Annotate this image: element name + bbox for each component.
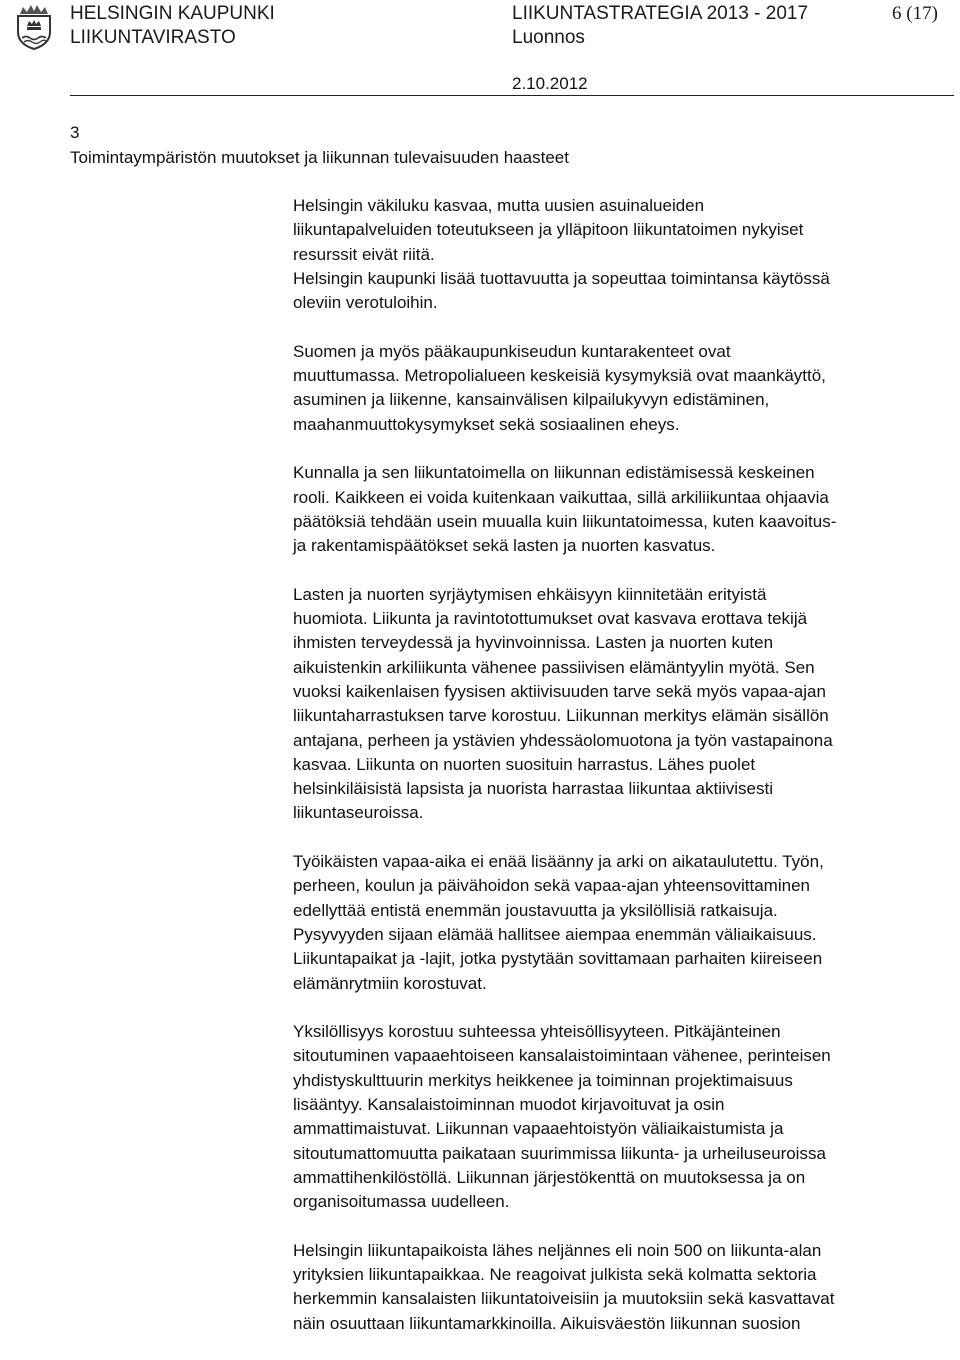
paragraph: Yksilöllisyys korostuu suhteessa yhteisöllisyyteen. Pitkäjänteinen sitoutuminen vapaaehtoiseen kansalaistoimintaan vähenee, perinteisen yhdistyskulttuurin merkitys heikkenee ja toiminnan projektimaisuus lisääntyy. Kansalaistoiminnan muodot kirjavoituvat ja osin ammattimaistuvat. Liikunnan vapaaehtoistyön väliaikaistumista ja sitoutumattomuutta paikataan suurimmissa liikunta- ja urheiluseuroissa ammattihenkilöstöllä. Liikunnan järjestökenttä on muutoksessa ja on organisoitumassa uudelleen. [293,1022,831,1212]
helsinki-coat-of-arms-icon [14,4,54,50]
header-page-number: 6 (17) [892,3,938,24]
paragraph: Työikäisten vapaa-aika ei enää lisäänny ja arki on aikataulutettu. Työn, perheen, koulun ja päivähoidon sekä vapaa-ajan yhteensovittaminen edellyttää entistä enemmän joustavuutta ja yksilöllisiä ratkaisuja. Pysyvyyden sijaan elämää hallitsee aiempaa enemmän väliaikaisuus. Liikuntapaikat ja -lajit, jotka pystytään sovittamaan parhaiten kiireiseen elämänrytmiin korostuvat. [293,852,824,993]
paragraph: Lasten ja nuorten syrjäytymisen ehkäisyyn kiinnitetään erityistä huomiota. Liikunta ja ravintotottumukset ovat kasvava erottava tekijä ihmisten terveydessä ja hyvinvoinnissa. Lasten ja nuorten kuten aikuistenkin arkiliikunta vähenee passiivisen elämäntyylin myötä. Sen vuoksi kaikenlaisen fyysisen aktiivisuuden tarve sekä myös vapaa-ajan liikuntaharrastuksen tarve korostuu. Liikunnan merkitys elämän sisällön antajana, perheen ja ystävien yhdessäolomuotona ja työn vastapainona kasvaa. Liikunta on nuorten suosituin harrastus. Lähes puolet helsinkiläisistä lapsista ja nuorista harrastaa liikuntaa aktiivisesti liikuntaseuroissa. [293,584,833,823]
header-divider [70,95,954,96]
paragraph: Helsingin liikuntapaikoista lähes neljännes eli noin 500 on liikunta-alan yrityksien liikuntapaikkaa. Ne reagoivat julkista sekä kolmatta sektoria herkemmin kansalaisten liikuntatoiveisiin ja muutoksiin sekä kasvattavat näin osuuttaan liikuntamarkkinoilla. Aikuisväestön liikunnan suosion [293,1240,835,1333]
paragraph: Suomen ja myös pääkaupunkiseudun kuntarakenteet ovat muuttumassa. Metropolialueen keskeisiä kysymyksiä ovat maankäyttö, asuminen ja liikenne, kansainvälisen kilpailukyvyn edistäminen, maahanmuuttokysymykset sekä sosiaalinen eheys. [293,341,826,434]
section-number: 3 [70,123,80,142]
body-text [293,194,953,1360]
section-title: Toimintaympäristön muutokset ja liikunnan tulevaisuuden haasteet [70,148,569,167]
header-organization: HELSINGIN KAUPUNKI LIIKUNTAVIRASTO [70,3,275,48]
paragraph: Kunnalla ja sen liikuntatoimella on liikunnan edistämisessä keskeinen rooli. Kaikkeen ei voida kuitenkaan vaikuttaa, sillä arkiliikuntaa ohjaavia päätöksiä tehdään usein muualla kuin liikuntatoimessa, kuten kaavoitus- ja rakentamispäätökset sekä lasten ja nuorten kasvatus. [293,463,837,556]
header-date: 2.10.2012 [512,74,588,93]
header-document-title: LIIKUNTASTRATEGIA 2013 - 2017 Luonnos [512,3,809,48]
paragraph: Helsingin väkiluku kasvaa, mutta uusien asuinalueiden liikuntapalveluiden toteutukseen ja ylläpitoon liikuntatoimen nykyiset resurssit eivät riitä. Helsingin kaupunki lisää tuottavuutta ja sopeuttaa toimintansa käytössä oleviin verotuloihin. [293,196,830,313]
